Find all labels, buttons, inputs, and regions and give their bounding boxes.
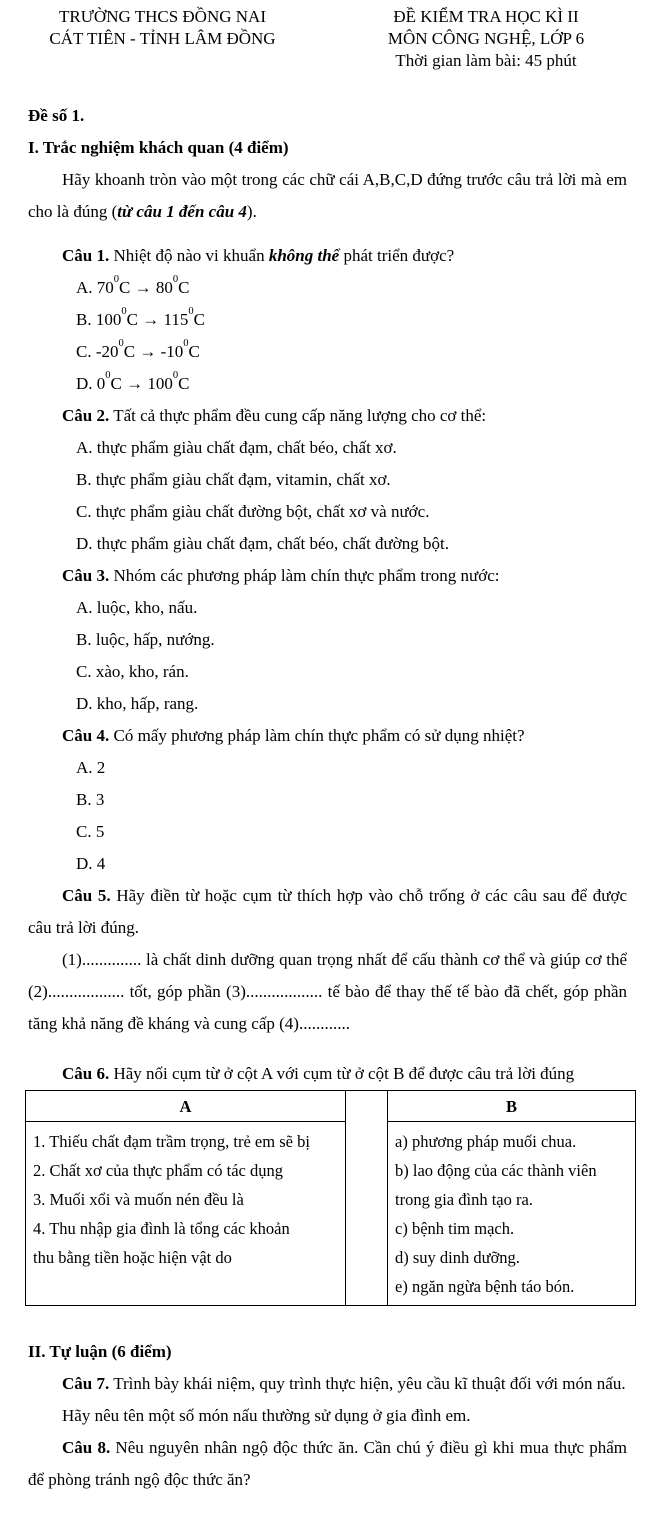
question-3-options xyxy=(28,592,627,720)
option-text: C xyxy=(178,278,190,297)
question-1-text: Nhiệt độ nào vi khuẩn xyxy=(113,246,269,265)
option-4-c: C. 5 xyxy=(76,822,105,841)
option-3-b: B. luộc, hấp, nướng. xyxy=(76,630,215,649)
column-b-header: B xyxy=(388,1091,635,1122)
question-2 xyxy=(28,400,627,432)
question-3-label: Câu 3. xyxy=(62,566,110,585)
option-1-a xyxy=(76,272,627,304)
option-1-d xyxy=(76,368,627,400)
school-name: TRƯỜNG THCS ĐỒNG NAI xyxy=(59,7,266,26)
question-7-label: Câu 7. xyxy=(62,1374,110,1393)
option-3-d: D. kho, hấp, rang. xyxy=(76,694,199,713)
question-1-label: Câu 1. xyxy=(62,246,110,265)
option-text: C → 100 xyxy=(110,374,173,393)
question-8 xyxy=(28,1432,627,1496)
option-2-d: D. thực phẩm giàu chất đạm, chất béo, chất đường bột. xyxy=(76,534,449,553)
option-text: C → 115 xyxy=(126,310,189,329)
superscript-degree: 0 xyxy=(113,273,120,285)
option-text: C → 80 xyxy=(119,278,173,297)
question-5-label: Câu 5. xyxy=(62,886,111,905)
option-text: C xyxy=(188,342,200,361)
table-gap-column xyxy=(346,1122,388,1305)
exam-title: ĐỀ KIỂM TRA HỌC KÌ II xyxy=(393,7,579,26)
column-a-body xyxy=(26,1122,346,1305)
option-text: C. -20 xyxy=(76,342,119,361)
question-1-options xyxy=(28,272,627,400)
option-4-a: A. 2 xyxy=(76,758,106,777)
question-8-label: Câu 8. xyxy=(62,1438,111,1457)
match-table xyxy=(25,1090,636,1306)
option-text: C xyxy=(193,310,205,329)
column-b-body xyxy=(388,1122,635,1305)
superscript-degree: 0 xyxy=(105,369,111,381)
match-item-a1: 1. Thiếu chất đạm trầm trọng, trẻ em sẽ bị xyxy=(33,1132,310,1151)
superscript-degree: 0 xyxy=(172,369,179,381)
exam-body xyxy=(0,100,650,1496)
question-6-text: Hãy nối cụm từ ở cột A với cụm từ ở cột B để được câu trả lời đúng xyxy=(113,1064,575,1083)
school-info-block xyxy=(10,6,315,72)
option-4-d: D. 4 xyxy=(76,854,106,873)
section-1-title: I. Trắc nghiệm khách quan (4 điểm) xyxy=(28,138,289,157)
instruction-text: Hãy khoanh tròn vào một trong các chữ cái A,B,C,D đứng trước câu trả lời mà em cho là đúng ( xyxy=(28,170,627,221)
match-item-a2: 2. Chất xơ của thực phẩm có tác dụng xyxy=(33,1161,283,1180)
question-4-text: Có mấy phương pháp làm chín thực phẩm có sử dụng nhiệt? xyxy=(113,726,525,745)
question-2-text: Tất cả thực phẩm đều cung cấp năng lượng cho cơ thể: xyxy=(113,406,487,425)
match-item-bb: b) lao động của các thành viên xyxy=(395,1161,597,1180)
match-item-a4: 4. Thu nhập gia đình là tổng các khoản xyxy=(33,1219,290,1238)
question-4-options xyxy=(28,752,627,880)
question-6 xyxy=(28,1058,627,1090)
superscript-degree: 0 xyxy=(118,337,124,349)
section-1-instruction xyxy=(28,164,627,228)
exam-subject: MÔN CÔNG NGHỆ, LỚP 6 xyxy=(387,29,585,48)
question-7-text: Trình bày khái niệm, quy trình thực hiện, yêu cầu kĩ thuật đối với món nấu. xyxy=(113,1374,626,1393)
instruction-end: ). xyxy=(246,202,257,221)
question-5 xyxy=(28,880,627,944)
option-text: C xyxy=(178,374,190,393)
option-text: C → -10 xyxy=(123,342,184,361)
superscript-degree: 0 xyxy=(172,273,179,285)
option-1-b xyxy=(76,304,627,336)
question-3 xyxy=(28,560,627,592)
option-text: D. 0 xyxy=(76,374,106,393)
question-3-text: Nhóm các phương pháp làm chín thực phẩm trong nước: xyxy=(113,566,500,585)
match-item-a4-cont: thu bằng tiền hoặc hiện vật do xyxy=(33,1248,232,1267)
superscript-degree: 0 xyxy=(188,305,194,317)
question-5-text: Hãy điền từ hoặc cụm từ thích hợp vào chỗ trống ở các câu sau để được câu trả lời đúng. xyxy=(28,886,628,937)
match-item-ba: a) phương pháp muối chua. xyxy=(395,1132,577,1151)
exam-set-number: Đề số 1. xyxy=(28,106,85,125)
option-4-b: B. 3 xyxy=(76,790,105,809)
question-5-fill-in: (1).............. là chất dinh dưỡng quan trọng nhất để cấu thành cơ thể và giúp cơ thể (2).................. tốt, góp phần (3).................. tế bào để thay thế tế bào đã chết, góp phần tăng khả năng đề kháng và cung cấp (4)............ xyxy=(28,950,627,1033)
question-7-extra: Hãy nêu tên một số món nấu thường sử dụng ở gia đình em. xyxy=(62,1406,471,1425)
superscript-degree: 0 xyxy=(121,305,127,317)
match-item-a3: 3. Muối xổi và muốn nén đều là xyxy=(33,1190,244,1209)
document-header xyxy=(0,0,650,72)
exam-info-block xyxy=(336,6,636,72)
question-2-options xyxy=(28,432,627,560)
match-item-be: e) ngăn ngừa bệnh táo bón. xyxy=(395,1277,575,1296)
option-2-c: C. thực phẩm giàu chất đường bột, chất xơ và nước. xyxy=(76,502,430,521)
question-8-text: Nêu nguyên nhân ngộ độc thức ăn. Cần chú ý điều gì khi mua thực phẩm để phòng tránh ngộ độc thức ăn? xyxy=(28,1438,628,1489)
match-item-bb-cont: trong gia đình tạo ra. xyxy=(395,1190,533,1209)
question-1 xyxy=(28,240,627,272)
question-1-emphasis: không thể xyxy=(268,246,340,265)
option-1-c xyxy=(76,336,627,368)
option-text: A. 70 xyxy=(76,278,114,297)
column-a-header: A xyxy=(26,1091,346,1122)
option-2-b: B. thực phẩm giàu chất đạm, vitamin, chất xơ. xyxy=(76,470,391,489)
match-item-bd: d) suy dinh dưỡng. xyxy=(395,1248,520,1267)
instruction-emphasis: từ câu 1 đến câu 4 xyxy=(117,202,247,221)
question-2-label: Câu 2. xyxy=(62,406,110,425)
superscript-degree: 0 xyxy=(183,337,189,349)
question-1-text-end: phát triển được? xyxy=(339,246,455,265)
option-3-c: C. xào, kho, rán. xyxy=(76,662,189,681)
question-7 xyxy=(28,1368,627,1400)
section-2-title: II. Tự luận (6 điểm) xyxy=(28,1342,172,1361)
exam-duration: Thời gian làm bài: 45 phút xyxy=(395,51,577,70)
school-location: CÁT TIÊN - TỈNH LÂM ĐỒNG xyxy=(49,29,276,48)
question-4 xyxy=(28,720,627,752)
option-3-a: A. luộc, kho, nấu. xyxy=(76,598,198,617)
option-text: B. 100 xyxy=(76,310,122,329)
table-gap-column xyxy=(346,1091,388,1122)
question-6-label: Câu 6. xyxy=(62,1064,110,1083)
question-4-label: Câu 4. xyxy=(62,726,110,745)
option-2-a: A. thực phẩm giàu chất đạm, chất béo, chất xơ. xyxy=(76,438,397,457)
match-item-bc: c) bệnh tim mạch. xyxy=(395,1219,515,1238)
